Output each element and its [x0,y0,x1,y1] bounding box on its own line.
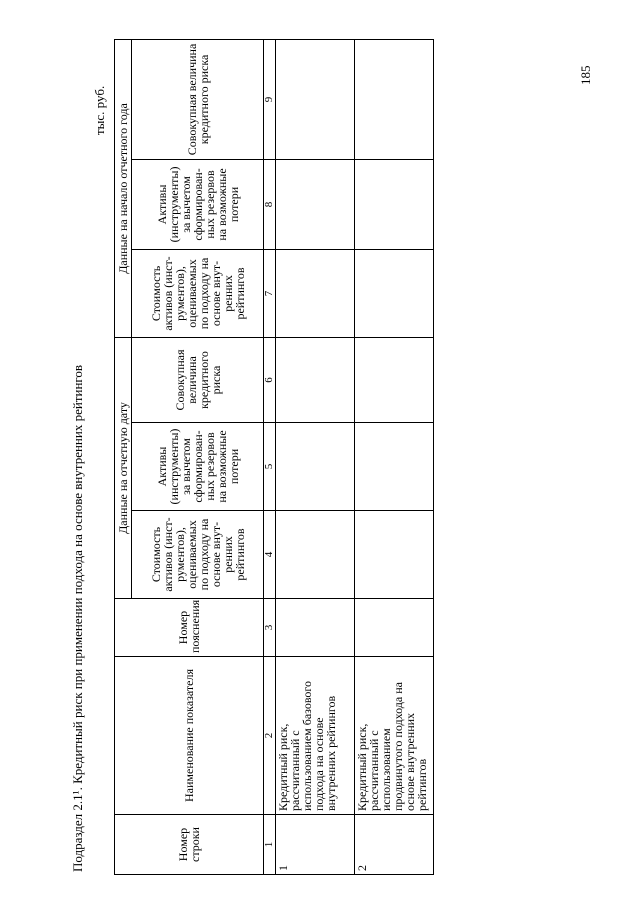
cell-empty [355,249,434,337]
cell-empty [276,511,355,599]
header-asset-value: Стоимость активов (инст-рументов), оцениваемых по подходу на основе внут-ренних рейтингов [132,249,264,337]
header-group-beginning-year: Данные на начало отчетного года [115,39,132,337]
row-number: 2 [355,815,434,875]
cell-empty [355,423,434,511]
header-row-1 [115,39,132,874]
column-number-row [264,39,276,874]
column-number: 7 [264,249,276,337]
header-total-credit-risk: Совокупная величина кредитного риска [132,337,264,422]
cell-empty [276,599,355,657]
cell-empty [355,599,434,657]
row-number: 1 [276,815,355,875]
credit-risk-table [114,39,434,875]
cell-empty [276,159,355,249]
cell-empty [276,249,355,337]
header-assets-net-reserves: Активы (инструменты) за вычетом сформирован-ных резервов на возможные потери [132,423,264,511]
header-row-number: Номер строки [115,815,264,875]
header-group-reporting-date: Данные на отчетную дату [115,337,132,598]
column-number: 4 [264,511,276,599]
indicator-name: Кредитный риск, рассчитанный с использованием продвинутого подхода на основе внутренних рейтингов [355,657,434,815]
header-total-credit-risk: Совокупная величина кредитного риска [132,39,264,159]
cell-empty [355,159,434,249]
section-title: Подраздел 2.1¹. Кредитный риск при применении подхода на основе внутренних рейтингов [70,364,85,872]
indicator-name: Кредитный риск, рассчитанный с использованием базового подхода на основе внутренних рейтингов [276,657,355,815]
column-number: 8 [264,159,276,249]
table-row [355,39,434,874]
header-assets-net-reserves: Активы (инструменты) за вычетом сформирован-ных резервов на возможные потери [132,159,264,249]
column-number: 3 [264,599,276,657]
header-asset-value: Стоимость активов (инст-рументов), оцениваемых по подходу на основе внут-ренних рейтингов [132,511,264,599]
cell-empty [276,337,355,422]
cell-empty [355,511,434,599]
header-explanation-number: Номер пояснения [115,599,264,657]
units-label: тыс. руб. [92,85,107,135]
column-number: 2 [264,657,276,815]
cell-empty [276,423,355,511]
header-indicator-name: Наименование показателя [115,657,264,815]
column-number: 9 [264,39,276,159]
cell-empty [355,337,434,422]
column-number: 5 [264,423,276,511]
cell-empty [355,39,434,159]
page-number: 185 [578,65,593,85]
table-row [276,39,355,874]
column-number: 1 [264,815,276,875]
column-number: 6 [264,337,276,422]
cell-empty [276,39,355,159]
